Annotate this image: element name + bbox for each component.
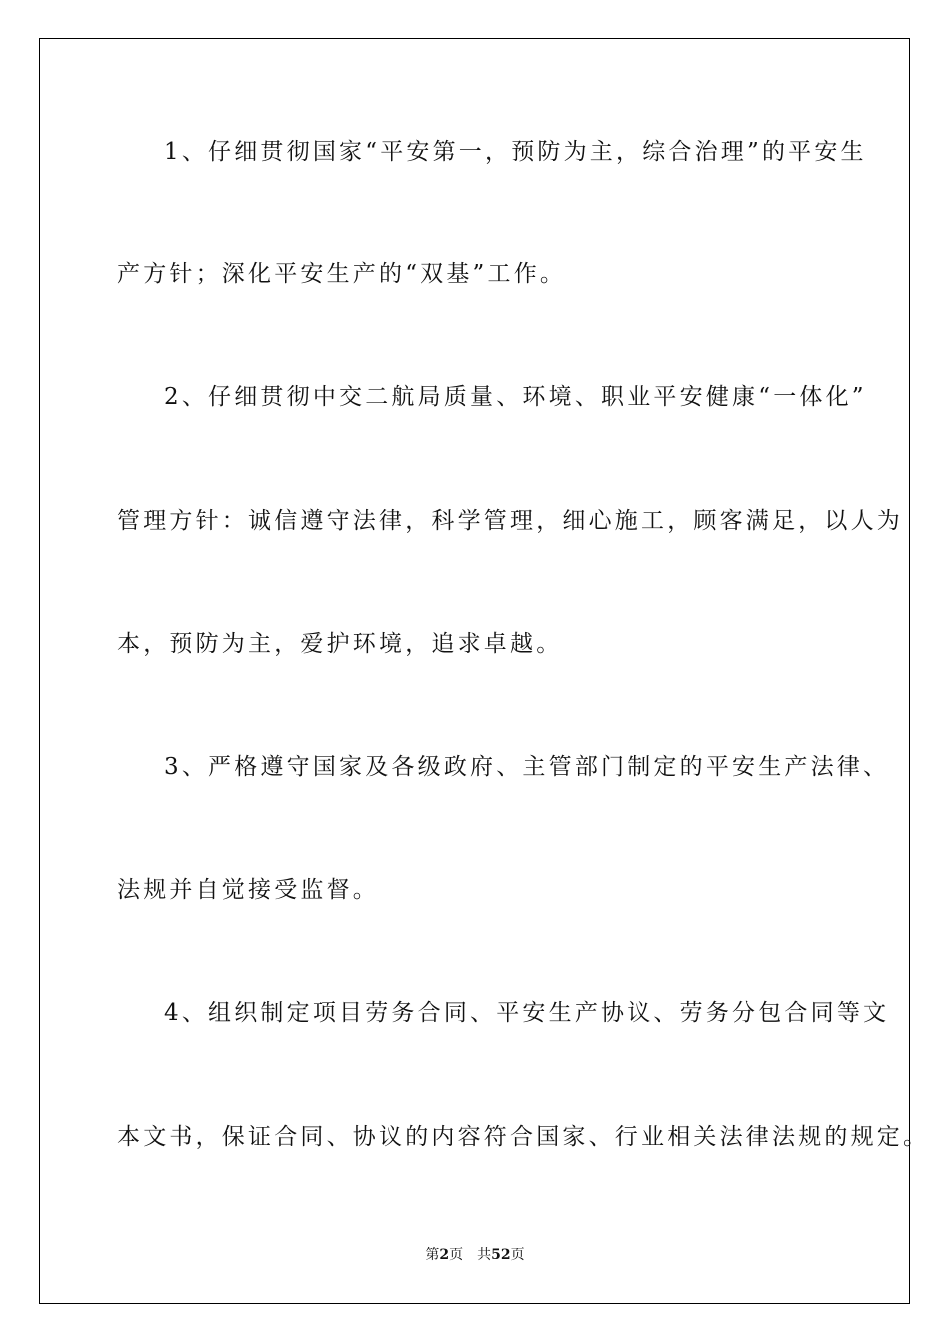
page-footer: [0, 1245, 950, 1265]
current-page-number: 2: [439, 1247, 450, 1263]
paragraph-1-line-1: 1、仔细贯彻国家“平安第一，预防为主，综合治理”的平安生: [164, 139, 867, 165]
paragraph-3-line-1: 3、严格遵守国家及各级政府、主管部门制定的平安生产法律、: [164, 754, 890, 780]
total-suffix: 页: [510, 1247, 525, 1263]
page-prefix: 第: [425, 1247, 440, 1263]
paragraph-2-line-1: 2、仔细贯彻中交二航局质量、环境、职业平安健康“一体化”: [164, 384, 867, 410]
total-prefix: 共: [477, 1247, 492, 1263]
page-suffix: 页: [449, 1247, 464, 1263]
paragraph-4-line-1: 4、组织制定项目劳务合同、平安生产协议、劳务分包合同等文: [164, 1000, 890, 1026]
paragraph-1-line-2: 产方针；深化平安生产的“双基”工作。: [117, 261, 567, 287]
page-border: [39, 38, 930, 1304]
paragraph-2-line-3: 本，预防为主，爱护环境，追求卓越。: [117, 631, 563, 657]
paragraph-2-line-2: 管理方针：诚信遵守法律，科学管理，细心施工，顾客满足，以人为: [117, 508, 903, 534]
total-pages-number: 52: [491, 1247, 511, 1263]
paragraph-4-line-2: 本文书，保证合同、协议的内容符合国家、行业相关法律法规的规定。: [117, 1124, 930, 1150]
paragraph-3-line-2: 法规并自觉接受监督。: [117, 877, 379, 903]
